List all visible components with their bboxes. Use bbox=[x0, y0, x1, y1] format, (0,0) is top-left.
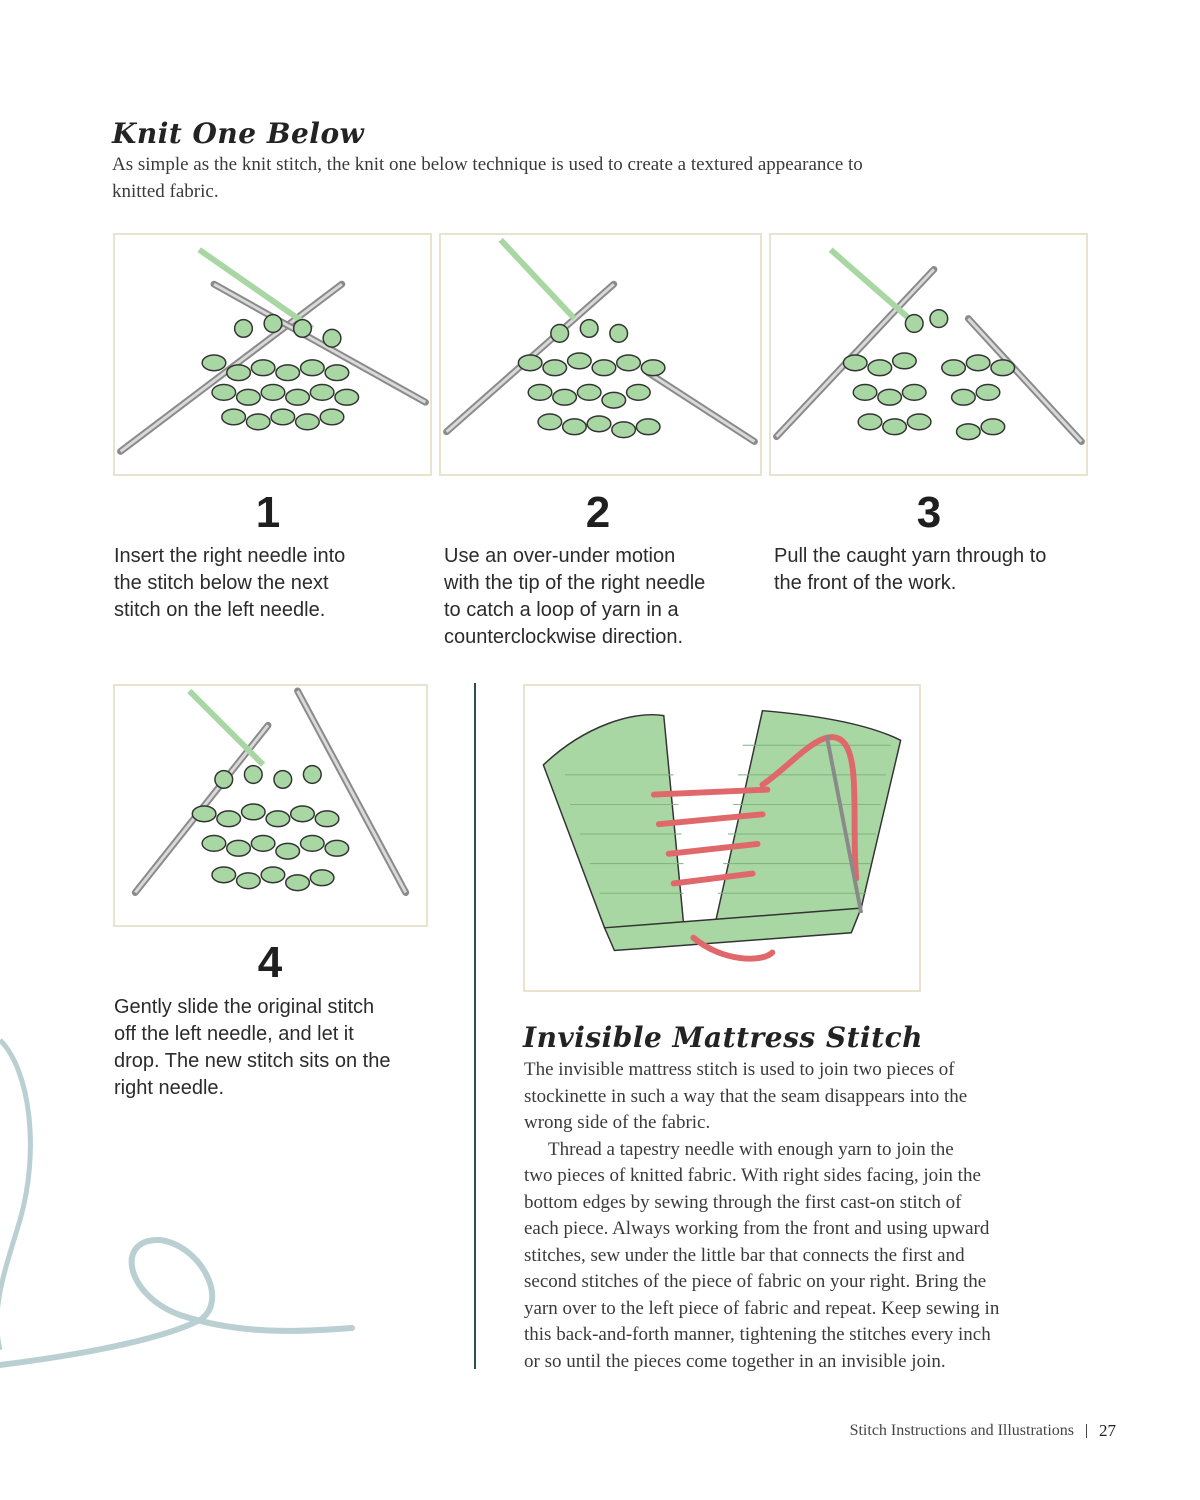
footer-section-name: Stitch Instructions and Illustrations bbox=[849, 1422, 1074, 1439]
step-text-line: the front of the work. bbox=[774, 572, 957, 594]
step-2-illustration bbox=[439, 233, 762, 476]
column-divider bbox=[474, 683, 476, 1369]
para-line: wrong side of the fabric. bbox=[524, 1112, 711, 1133]
step-3-text bbox=[774, 543, 1104, 597]
para-line: bottom edges by sewing through the first cast-on stitch of bbox=[524, 1191, 962, 1213]
step-text-line: Pull the caught yarn through to bbox=[774, 545, 1047, 567]
step-number-4: 4 bbox=[257, 938, 283, 987]
step-number-2: 2 bbox=[585, 488, 611, 537]
step-text-line: counterclockwise direction. bbox=[444, 626, 683, 648]
mattress-para-1 bbox=[524, 1057, 1084, 1137]
step-3-illustration bbox=[769, 233, 1088, 476]
step-text-line: Insert the right needle into bbox=[114, 545, 346, 567]
step-text-line: stitch on the left needle. bbox=[114, 599, 326, 621]
page-number: 27 bbox=[1099, 1421, 1116, 1440]
para-line: two pieces of knitted fabric. With right sides facing, join the bbox=[524, 1165, 981, 1186]
intro-line: knitted fabric. bbox=[112, 180, 219, 202]
step-text-line: Use an over-under motion bbox=[444, 545, 676, 567]
step-text-line: Gently slide the original stitch bbox=[114, 996, 375, 1018]
para-line: yarn over to the left piece of fabric and repeat. Keep sewing in bbox=[524, 1297, 1000, 1319]
step-1-text bbox=[114, 543, 434, 624]
step-text-line: to catch a loop of yarn in a bbox=[444, 599, 679, 621]
para-line: stockinette in such a way that the seam disappears into the bbox=[524, 1085, 968, 1107]
para-line: second stitches of the piece of fabric on your right. Bring the bbox=[524, 1271, 987, 1292]
mattress-para-2 bbox=[524, 1137, 1084, 1376]
knit-one-below-intro bbox=[112, 152, 1072, 205]
footer-divider bbox=[1086, 1424, 1087, 1438]
para-line: Thread a tapestry needle with enough yarn to join the bbox=[548, 1138, 954, 1160]
step-1-illustration bbox=[113, 233, 432, 476]
step-4-illustration bbox=[113, 684, 428, 927]
step-text-line: the stitch below the next bbox=[114, 572, 329, 594]
section-title-invisible-mattress-stitch: Invisible Mattress Stitch bbox=[523, 1021, 924, 1054]
step-number-1: 1 bbox=[255, 488, 281, 537]
step-number-3: 3 bbox=[916, 488, 942, 537]
para-line: stitches, sew under the little bar that connects the first and bbox=[524, 1244, 965, 1266]
para-line: this back-and-forth manner, tightening the stitches every inch bbox=[524, 1324, 991, 1345]
step-2-text bbox=[444, 543, 764, 651]
intro-line: As simple as the knit stitch, the knit one below technique is used to create a textured appearance to bbox=[112, 154, 863, 175]
para-line: each piece. Always working from the front and using upward bbox=[524, 1218, 990, 1239]
mattress-stitch-illustration bbox=[523, 684, 921, 992]
step-text-line: right needle. bbox=[114, 1077, 225, 1099]
step-text-line: with the tip of the right needle bbox=[444, 572, 706, 594]
section-title-knit-one-below: Knit One Below bbox=[112, 117, 365, 150]
para-line: The invisible mattress stitch is used to join two pieces of bbox=[524, 1059, 955, 1080]
mattress-stitch-body bbox=[524, 1057, 1084, 1375]
step-4-text bbox=[114, 994, 444, 1102]
step-text-line: off the left needle, and let it bbox=[114, 1023, 354, 1045]
page-footer bbox=[850, 1421, 1116, 1441]
step-text-line: drop. The new stitch sits on the bbox=[114, 1050, 391, 1072]
para-line: or so until the pieces come together in an invisible join. bbox=[524, 1350, 946, 1372]
